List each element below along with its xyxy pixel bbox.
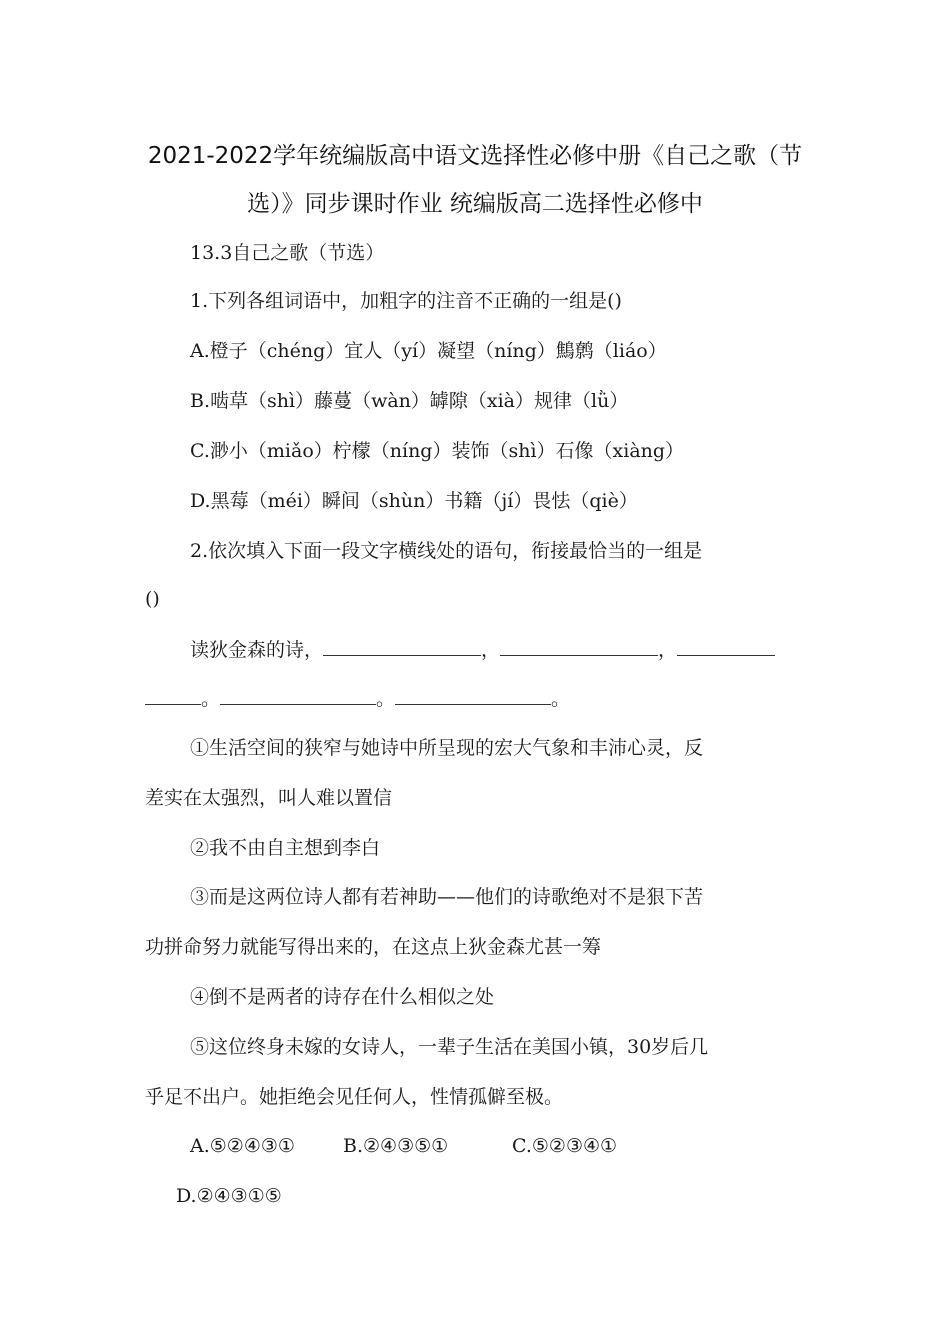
- blank-separator: ，: [658, 639, 678, 661]
- question-1-stem: 1.下列各组词语中，加粗字的注音不正确的一组是(): [190, 290, 622, 312]
- document-title-line-2: 选）》同步课时作业 统编版高二选择性必修中: [247, 191, 703, 217]
- question-1-option-c: C.渺小（miǎo）柠檬（níng）装饰（shì）石像（xiàng）: [190, 440, 685, 462]
- blank-separator: 。: [201, 688, 221, 710]
- item-3-line-2: 功拼命努力就能写得出来的，在这点上狄金森尤甚一筹: [145, 936, 602, 958]
- item-1-line-2: 差实在太强烈，叫人难以置信: [145, 787, 393, 809]
- item-1-line-1: ①生活空间的狭窄与她诗中所呈现的宏大气象和丰沛心灵，反: [190, 737, 704, 759]
- item-2: ②我不由自主想到李白: [190, 837, 381, 859]
- document-title-line-1: 2021-2022学年统编版高中语文选择性必修中册《自己之歌（节: [147, 143, 803, 169]
- question-2-stem-line-2: (): [145, 588, 160, 610]
- item-3-line-1: ③而是这两位诗人都有若神助——他们的诗歌绝对不是狠下苦: [190, 886, 704, 908]
- question-1-option-d: D.黑莓（méi）瞬间（shùn）书籍（jí）畏怯（qiè）: [190, 490, 638, 512]
- blank-3-end: [145, 686, 201, 705]
- passage-line-2: [145, 686, 570, 712]
- blank-5: [395, 686, 551, 705]
- section-heading: 13.3自己之歌（节选）: [190, 242, 385, 264]
- choice-a: A.⑤②④③①: [190, 1135, 295, 1157]
- choice-c: C.⑤②③④①: [512, 1135, 618, 1157]
- blank-3-start: [677, 637, 775, 656]
- blank-separator: ，: [481, 639, 501, 661]
- question-2-stem-line-1: 2.依次填入下面一段文字横线处的语句，衔接最恰当的一组是: [190, 540, 703, 562]
- passage-start: 读狄金森的诗，: [190, 639, 324, 661]
- blank-4: [220, 686, 376, 705]
- question-1-option-b: B.啮草（shì）藤蔓（wàn）罅隙（xià）规律（lǜ）: [190, 390, 629, 412]
- blank-separator: 。: [376, 688, 396, 710]
- question-1-option-a: A.橙子（chéng）宜人（yí）凝望（níng）鷦鹩（liáo）: [190, 340, 667, 362]
- choice-b: B.②④③⑤①: [343, 1135, 449, 1157]
- item-5-line-1: ⑤这位终身未嫁的女诗人，一辈子生活在美国小镇，30岁后几: [190, 1036, 709, 1058]
- blank-2: [500, 637, 658, 656]
- blank-1: [323, 637, 481, 656]
- item-5-line-2: 乎足不出户。她拒绝会见任何人，性情孤僻至极。: [145, 1086, 564, 1108]
- item-4: ④倒不是两者的诗存在什么相似之处: [190, 986, 495, 1008]
- passage-line-1: [190, 637, 775, 663]
- choice-d: D.②④③①⑤: [176, 1185, 282, 1207]
- blank-separator: 。: [551, 688, 571, 710]
